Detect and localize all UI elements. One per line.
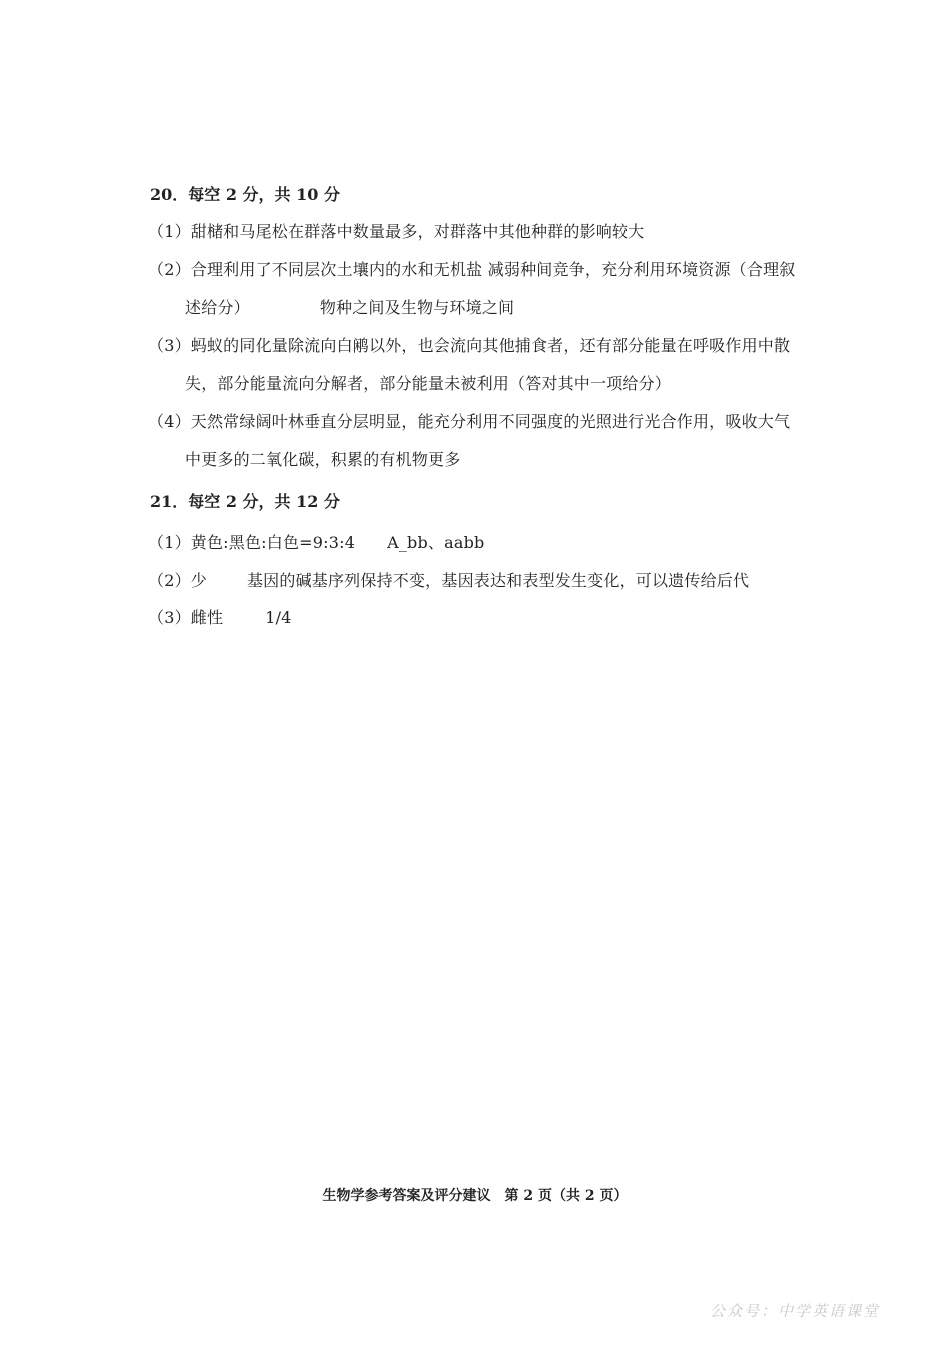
q21-answer-2-blank2: 基因的碱基序列保持不变，基因表达和表型发生变化，可以遗传给后代 (246, 571, 750, 590)
q20-answer-4-line1: （4）天然常绿阔叶林垂直分层明显，能充分利用不同强度的光照进行光合作用，吸收大气 (148, 412, 791, 431)
q21-answer-1-blank1: （1）黄色:黑色:白色=9:3:4 (148, 533, 356, 552)
q21-answer-1-blank2: A_bb、aabb (387, 533, 485, 552)
page-footer: 生物学参考答案及评分建议 第 2 页（共 2 页） (322, 1188, 628, 1204)
q20-heading: 20．每空 2 分，共 10 分 (150, 185, 340, 204)
q20-answer-2-line1: （2）合理利用了不同层次土壤内的水和无机盐 减弱种间竞争，充分利用环境资源（合理叙 (148, 260, 796, 279)
watermark: 公众号：中学英语课堂 (709, 1302, 880, 1320)
q20-answer-4-line2: 中更多的二氧化碳，积累的有机物更多 (185, 450, 461, 469)
q20-answer-2-line2 (185, 295, 514, 318)
q21-answer-3-blank1: （3）雌性 (148, 608, 224, 627)
q20-answer-1: （1）甜槠和马尾松在群落中数量最多，对群落中其他种群的影响较大 (148, 222, 645, 241)
q20-answer-3-line1: （3）蚂蚁的同化量除流向白鹇以外，也会流向其他捕食者，还有部分能量在呼吸作用中散 (148, 336, 791, 355)
q21-heading: 21．每空 2 分，共 12 分 (150, 492, 340, 511)
q20-answer-3-line2: 失，部分能量流向分解者，部分能量未被利用（答对其中一项给分） (185, 374, 672, 393)
q20-answer-2-note: 述给分） (185, 298, 250, 317)
q21-answer-2-blank1: （2）少 (148, 571, 207, 590)
q20-answer-2-blank2: 物种之间及生物与环境之间 (319, 298, 515, 317)
q21-answer-3 (148, 605, 292, 628)
q21-answer-2 (148, 568, 749, 591)
q21-answer-3-blank2: 1/4 (265, 608, 292, 627)
q21-answer-1 (148, 530, 485, 553)
